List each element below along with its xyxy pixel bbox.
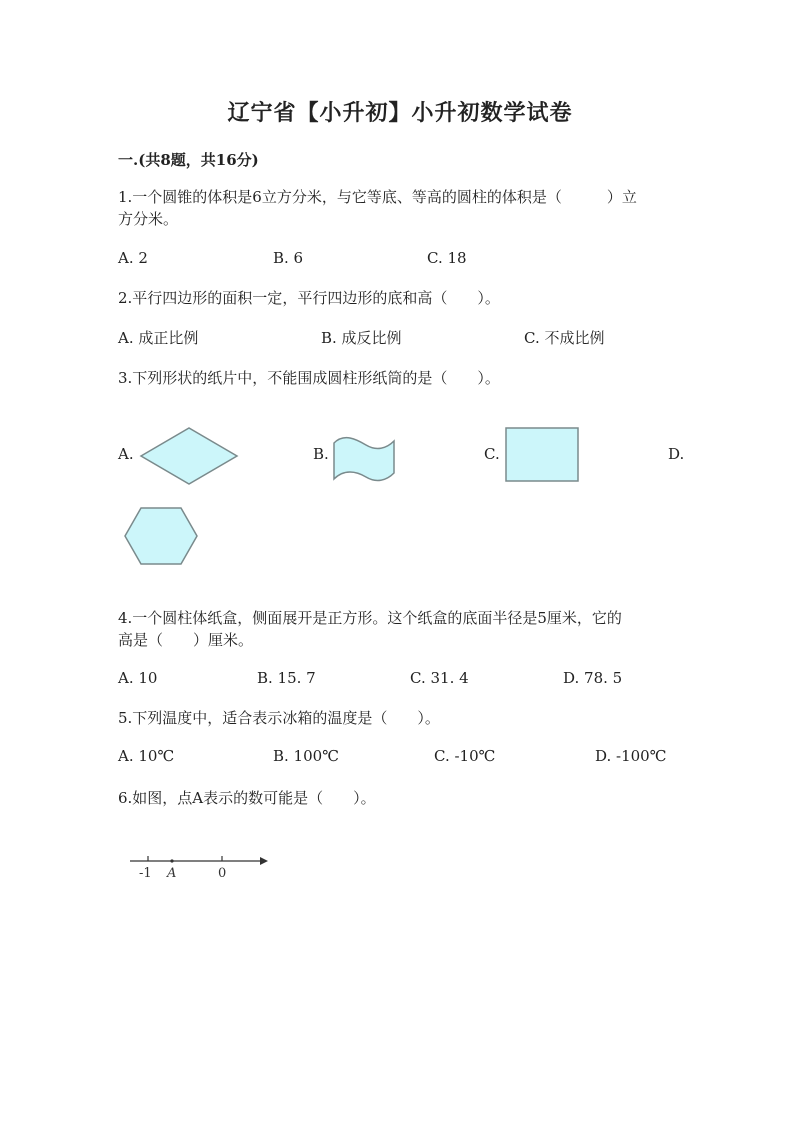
question-1-line-1: 1.一个圆锥的体积是6立方分米，与它等底、等高的圆柱的体积是（ ）立	[118, 188, 637, 206]
question-6: 6.如图，点A表示的数可能是（ ）。	[118, 789, 376, 807]
q2-option-b[interactable]: B. 成反比例	[321, 329, 402, 347]
question-2: 2.平行四边形的面积一定，平行四边形的底和高（ ）。	[118, 289, 500, 307]
q5-option-b[interactable]: B. 100℃	[273, 747, 339, 765]
question-4	[118, 607, 688, 651]
hexagon-shape	[124, 507, 198, 565]
q2-option-a[interactable]: A. 成正比例	[118, 329, 199, 347]
point-a-label: A	[167, 866, 177, 881]
tick-label-minus-one: -1	[139, 866, 152, 881]
q1-option-c[interactable]: C. 18	[427, 249, 467, 267]
q2-option-c[interactable]: C. 不成比例	[524, 329, 605, 347]
wavy-sheet-shape	[332, 435, 396, 483]
q4-option-c[interactable]: C. 31. 4	[410, 669, 469, 687]
q1-option-b[interactable]: B. 6	[273, 249, 304, 267]
rectangle-shape	[505, 427, 579, 482]
q5-option-a[interactable]: A. 10℃	[118, 747, 175, 765]
point-a-dot	[170, 859, 173, 862]
q3-option-a-label[interactable]: A.	[118, 445, 134, 463]
q4-option-d[interactable]: D. 78. 5	[563, 669, 623, 687]
q4-option-a[interactable]: A. 10	[118, 669, 158, 687]
question-4-line-1: 4.一个圆柱体纸盒，侧面展开是正方形。这个纸盒的底面半径是5厘米，它的	[118, 609, 622, 627]
question-5: 5.下列温度中，适合表示冰箱的温度是（ ）。	[118, 709, 440, 727]
question-3: 3.下列形状的纸片中，不能围成圆柱形纸筒的是（ ）。	[118, 369, 500, 387]
question-1	[118, 186, 688, 230]
q3-option-c-label[interactable]: C.	[484, 445, 500, 463]
q5-option-d[interactable]: D. -100℃	[595, 747, 667, 765]
q5-option-c[interactable]: C. -10℃	[434, 747, 496, 765]
question-4-line-2: 高是（ ）厘米。	[118, 631, 254, 649]
q4-option-b[interactable]: B. 15. 7	[257, 669, 316, 687]
question-1-line-2: 方分米。	[118, 210, 179, 228]
q1-option-a[interactable]: A. 2	[118, 249, 148, 267]
q3-option-b-label[interactable]: B.	[313, 445, 329, 463]
tick-label-zero: 0	[218, 866, 227, 881]
page-title: 辽宁省【小升初】小升初数学试卷	[227, 100, 573, 126]
q3-option-d-label[interactable]: D.	[668, 445, 685, 463]
section-heading: 一.(共8题，共16分)	[118, 151, 259, 169]
rhombus-shape	[140, 427, 238, 485]
number-line	[128, 850, 270, 882]
